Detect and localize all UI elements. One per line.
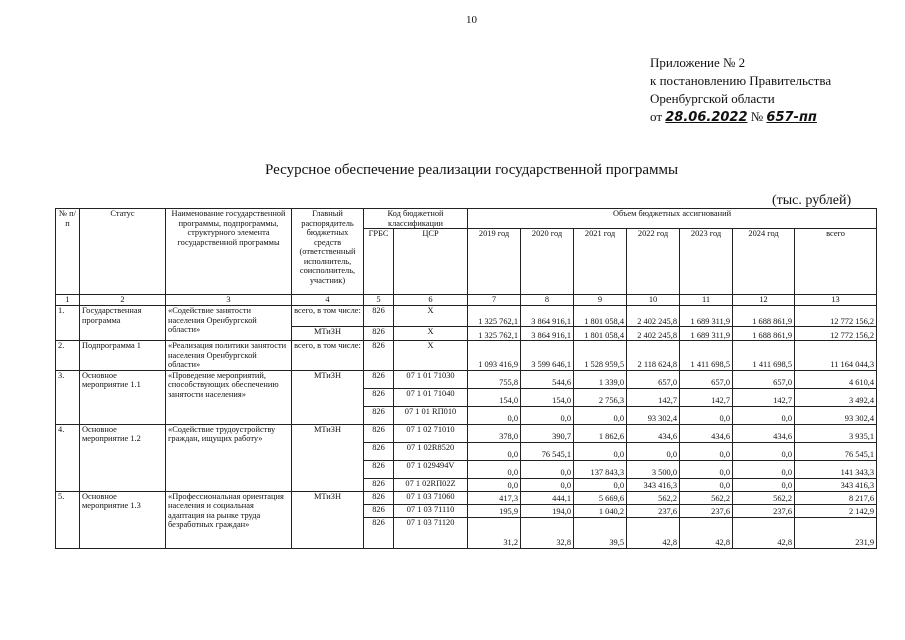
value-cell: 1 040,2 xyxy=(574,504,627,517)
value-cell: 657,0 xyxy=(627,370,680,388)
value-cell: 194,0 xyxy=(521,504,574,517)
value-cell: 562,2 xyxy=(627,491,680,504)
value-cell: 1 325 762,1 xyxy=(468,306,521,327)
appendix-line-2: к постановлению Правительства xyxy=(650,73,832,88)
value-cell: 32,8 xyxy=(521,517,574,548)
value-cell: 3 935,1 xyxy=(795,424,877,442)
table-row xyxy=(56,341,877,371)
value-cell: 562,2 xyxy=(680,491,733,504)
value-cell: 237,6 xyxy=(733,504,795,517)
value-cell: 3 864 916,1 xyxy=(521,327,574,341)
row-csr: 07 1 02RП02Z xyxy=(394,478,468,491)
value-cell: 0,0 xyxy=(733,478,795,491)
value-cell: 0,0 xyxy=(733,442,795,460)
row-num: 5. xyxy=(56,491,80,548)
value-cell: 0,0 xyxy=(468,460,521,478)
value-cell: 195,9 xyxy=(468,504,521,517)
column-index: 8 xyxy=(521,295,574,306)
value-cell: 3 500,0 xyxy=(627,460,680,478)
value-cell: 1 093 416,9 xyxy=(468,341,521,371)
value-cell: 142,7 xyxy=(733,388,795,406)
handwritten-date: 28.06.2022 xyxy=(665,110,748,125)
row-manager: МТиЗН xyxy=(292,327,364,341)
appendix-line-3: Оренбургской области xyxy=(650,91,775,106)
row-name: «Содействие трудоустройству граждан, ищущих работу» xyxy=(166,424,292,491)
table-row xyxy=(56,424,877,442)
value-cell: 0,0 xyxy=(468,442,521,460)
value-cell: 544,6 xyxy=(521,370,574,388)
page-number: 10 xyxy=(466,14,477,26)
value-cell: 1 689 311,9 xyxy=(680,306,733,327)
value-cell: 31,2 xyxy=(468,517,521,548)
row-manager: МТиЗН xyxy=(292,424,364,491)
value-cell: 11 164 044,3 xyxy=(795,341,877,371)
value-cell: 42,8 xyxy=(680,517,733,548)
row-grbs: 826 xyxy=(364,341,394,371)
units-label: (тыс. рублей) xyxy=(772,193,852,208)
header-manager: Главный распорядитель бюджетных средств (ответственный исполнитель, соисполнитель, участник) xyxy=(292,209,364,295)
row-csr: 07 1 03 71060 xyxy=(394,491,468,504)
value-cell: 2 756,3 xyxy=(574,388,627,406)
header-num: № п/п xyxy=(56,209,80,295)
value-cell: 0,0 xyxy=(574,406,627,424)
value-cell: 231,9 xyxy=(795,517,877,548)
row-csr: Х xyxy=(394,306,468,327)
value-cell: 1 801 058,4 xyxy=(574,327,627,341)
value-cell: 444,1 xyxy=(521,491,574,504)
value-cell: 1 411 698,5 xyxy=(733,341,795,371)
row-manager: МТиЗН xyxy=(292,491,364,548)
row-name: «Реализация политики занятости населения Оренбургской области» xyxy=(166,341,292,371)
value-cell: 0,0 xyxy=(521,460,574,478)
value-cell: 390,7 xyxy=(521,424,574,442)
value-cell: 0,0 xyxy=(733,460,795,478)
row-csr: 07 1 01 71030 xyxy=(394,370,468,388)
row-name: «Профессиональная ориентация населения и социальная адаптация на рынке труда безработных граждан» xyxy=(166,491,292,548)
header-volume: Объем бюджетных ассигнований xyxy=(468,209,877,229)
value-cell: 237,6 xyxy=(680,504,733,517)
number-sign: № xyxy=(750,109,764,124)
value-cell: 137 843,3 xyxy=(574,460,627,478)
value-cell: 1 688 861,9 xyxy=(733,306,795,327)
row-grbs: 826 xyxy=(364,517,394,548)
value-cell: 1 689 311,9 xyxy=(680,327,733,341)
value-cell: 1 862,6 xyxy=(574,424,627,442)
value-cell: 0,0 xyxy=(574,478,627,491)
row-manager: МТиЗН xyxy=(292,370,364,424)
value-cell: 42,8 xyxy=(733,517,795,548)
value-cell: 1 801 058,4 xyxy=(574,306,627,327)
value-cell: 5 669,6 xyxy=(574,491,627,504)
value-cell: 1 325 762,1 xyxy=(468,327,521,341)
value-cell: 378,0 xyxy=(468,424,521,442)
appendix-date-line xyxy=(650,108,831,127)
value-cell: 76 545,1 xyxy=(521,442,574,460)
row-grbs: 826 xyxy=(364,370,394,388)
header-year: 2020 год xyxy=(521,229,574,295)
row-num: 2. xyxy=(56,341,80,371)
value-cell: 12 772 156,2 xyxy=(795,306,877,327)
row-csr: 07 1 03 71110 xyxy=(394,504,468,517)
row-num: 1. xyxy=(56,306,80,341)
value-cell: 1 339,0 xyxy=(574,370,627,388)
value-cell: 142,7 xyxy=(680,388,733,406)
row-csr: 07 1 01 71040 xyxy=(394,388,468,406)
header-year: 2024 год xyxy=(733,229,795,295)
appendix-header xyxy=(650,54,831,127)
document-title: Ресурсное обеспечение реализации государственной программы xyxy=(265,162,679,178)
value-cell: 755,8 xyxy=(468,370,521,388)
header-name: Наименование государственной программы, подпрограммы, структурного элемента государственной программы xyxy=(166,209,292,295)
value-cell: 76 545,1 xyxy=(795,442,877,460)
value-cell: 343 416,3 xyxy=(795,478,877,491)
value-cell: 142,7 xyxy=(627,388,680,406)
column-index-row xyxy=(56,295,877,306)
value-cell: 0,0 xyxy=(627,442,680,460)
value-cell: 3 599 646,1 xyxy=(521,341,574,371)
header-year: 2022 год xyxy=(627,229,680,295)
row-status: Основное мероприятие 1.2 xyxy=(80,424,166,491)
date-prefix: от xyxy=(650,109,663,124)
value-cell: 154,0 xyxy=(468,388,521,406)
column-index: 5 xyxy=(364,295,394,306)
row-grbs: 826 xyxy=(364,388,394,406)
value-cell: 0,0 xyxy=(574,442,627,460)
row-status: Подпрограмма 1 xyxy=(80,341,166,371)
value-cell: 4 610,4 xyxy=(795,370,877,388)
value-cell: 0,0 xyxy=(521,478,574,491)
row-manager: всего, в том числе: xyxy=(292,341,364,371)
header-year: 2019 год xyxy=(468,229,521,295)
value-cell: 154,0 xyxy=(521,388,574,406)
value-cell: 39,5 xyxy=(574,517,627,548)
value-cell: 434,6 xyxy=(627,424,680,442)
header-total: всего xyxy=(795,229,877,295)
row-csr: Х xyxy=(394,341,468,371)
column-index: 11 xyxy=(680,295,733,306)
value-cell: 2 118 624,8 xyxy=(627,341,680,371)
appendix-line-1: Приложение № 2 xyxy=(650,55,746,70)
column-index: 12 xyxy=(733,295,795,306)
header-year: 2023 год xyxy=(680,229,733,295)
table-row xyxy=(56,370,877,388)
value-cell: 2 142,9 xyxy=(795,504,877,517)
value-cell: 657,0 xyxy=(680,370,733,388)
value-cell: 237,6 xyxy=(627,504,680,517)
value-cell: 0,0 xyxy=(468,478,521,491)
value-cell: 0,0 xyxy=(680,442,733,460)
row-csr: 07 1 02 71010 xyxy=(394,424,468,442)
row-grbs: 826 xyxy=(364,327,394,341)
row-manager: всего, в том числе: xyxy=(292,306,364,327)
row-name: «Проведение мероприятий, способствующих обеспечению занятости населения» xyxy=(166,370,292,424)
budget-table xyxy=(55,208,877,549)
value-cell: 0,0 xyxy=(733,406,795,424)
value-cell: 0,0 xyxy=(680,406,733,424)
row-grbs: 826 xyxy=(364,491,394,504)
row-grbs: 826 xyxy=(364,478,394,491)
value-cell: 2 402 245,8 xyxy=(627,327,680,341)
row-grbs: 826 xyxy=(364,460,394,478)
value-cell: 1 688 861,9 xyxy=(733,327,795,341)
row-grbs: 826 xyxy=(364,306,394,327)
row-num: 4. xyxy=(56,424,80,491)
row-grbs: 826 xyxy=(364,424,394,442)
value-cell: 3 492,4 xyxy=(795,388,877,406)
value-cell: 417,3 xyxy=(468,491,521,504)
value-cell: 12 772 156,2 xyxy=(795,327,877,341)
row-grbs: 826 xyxy=(364,504,394,517)
value-cell: 93 302,4 xyxy=(627,406,680,424)
value-cell: 434,6 xyxy=(733,424,795,442)
handwritten-number: 657-пп xyxy=(766,110,817,125)
value-cell: 141 343,3 xyxy=(795,460,877,478)
value-cell: 0,0 xyxy=(680,478,733,491)
header-grbs: ГРБС xyxy=(364,229,394,295)
row-csr: Х xyxy=(394,327,468,341)
row-name: «Содействие занятости населения Оренбургской области» xyxy=(166,306,292,341)
value-cell: 0,0 xyxy=(521,406,574,424)
row-grbs: 826 xyxy=(364,406,394,424)
header-code: Код бюджетной классификации xyxy=(364,209,468,229)
value-cell: 562,2 xyxy=(733,491,795,504)
row-status: Государственная программа xyxy=(80,306,166,341)
value-cell: 2 402 245,8 xyxy=(627,306,680,327)
column-index: 13 xyxy=(795,295,877,306)
column-index: 2 xyxy=(80,295,166,306)
header-csr: ЦСР xyxy=(394,229,468,295)
column-index: 3 xyxy=(166,295,292,306)
column-index: 9 xyxy=(574,295,627,306)
value-cell: 434,6 xyxy=(680,424,733,442)
value-cell: 3 864 916,1 xyxy=(521,306,574,327)
table-row xyxy=(56,491,877,504)
row-csr: 07 1 029494V xyxy=(394,460,468,478)
column-index: 4 xyxy=(292,295,364,306)
value-cell: 1 411 698,5 xyxy=(680,341,733,371)
column-index: 10 xyxy=(627,295,680,306)
column-index: 7 xyxy=(468,295,521,306)
value-cell: 1 528 959,5 xyxy=(574,341,627,371)
value-cell: 42,8 xyxy=(627,517,680,548)
value-cell: 93 302,4 xyxy=(795,406,877,424)
value-cell: 8 217,6 xyxy=(795,491,877,504)
header-status: Статус xyxy=(80,209,166,295)
table-row xyxy=(56,306,877,327)
column-index: 6 xyxy=(394,295,468,306)
row-status: Основное мероприятие 1.3 xyxy=(80,491,166,548)
value-cell: 0,0 xyxy=(468,406,521,424)
row-csr: 07 1 03 71120 xyxy=(394,517,468,548)
row-csr: 07 1 02R8520 xyxy=(394,442,468,460)
value-cell: 0,0 xyxy=(680,460,733,478)
row-csr: 07 1 01 RП010 xyxy=(394,406,468,424)
row-status: Основное мероприятие 1.1 xyxy=(80,370,166,424)
row-num: 3. xyxy=(56,370,80,424)
column-index: 1 xyxy=(56,295,80,306)
value-cell: 657,0 xyxy=(733,370,795,388)
header-row-1 xyxy=(56,209,877,229)
value-cell: 343 416,3 xyxy=(627,478,680,491)
header-year: 2021 год xyxy=(574,229,627,295)
row-grbs: 826 xyxy=(364,442,394,460)
